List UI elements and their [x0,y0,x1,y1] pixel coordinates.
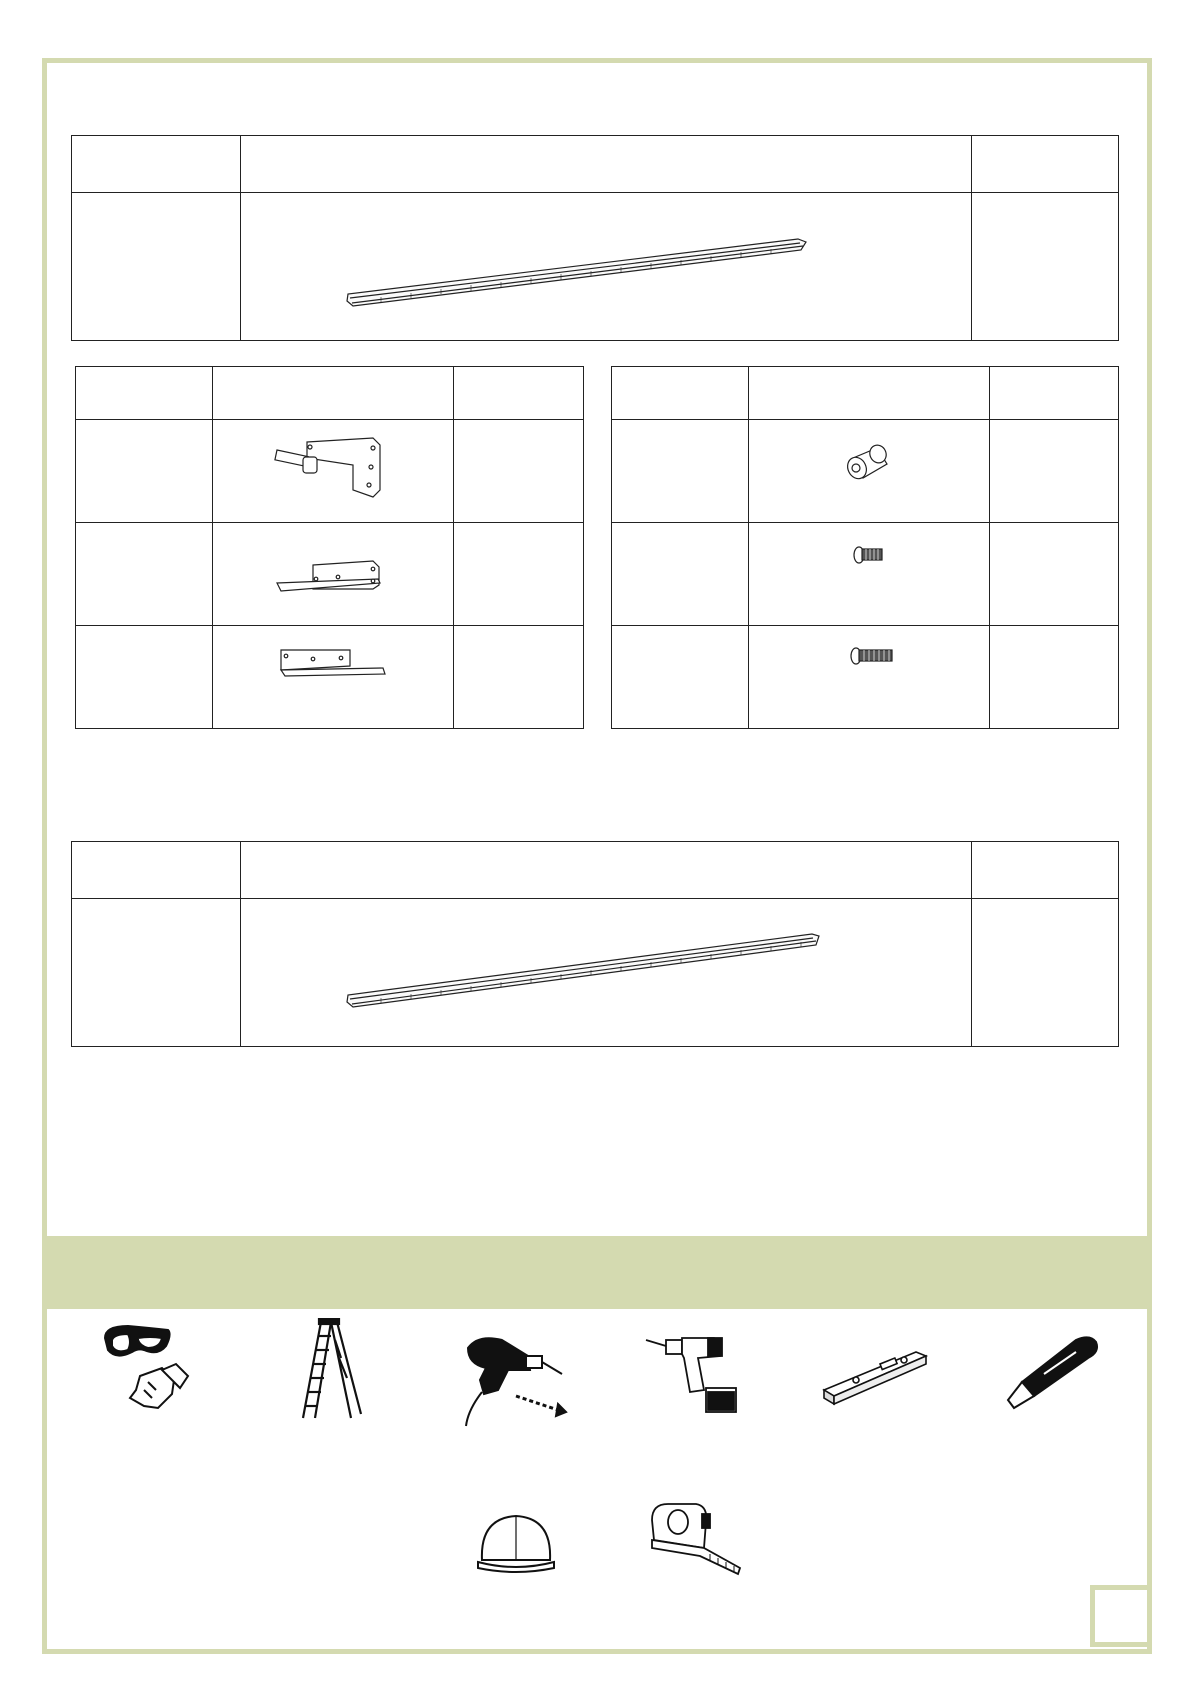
header-qty [972,842,1119,899]
right-parts-table [611,366,1119,729]
qty-cell [454,523,584,626]
header-description [213,367,454,420]
qty-cell [990,626,1119,729]
qty-cell [990,523,1119,626]
spirit-level-icon [820,1340,930,1410]
header-description [241,136,972,193]
hard-hat-icon [476,1512,556,1574]
part-id-cell [72,899,241,1047]
qty-cell [972,193,1119,341]
part-id-cell [612,626,749,729]
part-image-cell [213,523,454,626]
header-description [749,367,990,420]
part-id-cell [612,420,749,523]
tape-measure-icon [644,1500,744,1580]
flat-bracket-left-image [213,626,454,728]
long-screw-image [749,626,990,728]
bracket-with-shaft-image [213,420,454,522]
header-part-id [72,136,241,193]
qty-cell [972,899,1119,1047]
qty-cell [990,420,1119,523]
part-image-cell [213,420,454,523]
header-qty [990,367,1119,420]
electric-drill-icon [458,1330,568,1430]
header-qty [972,136,1119,193]
part-id-cell [612,523,749,626]
top-rail-table [71,135,1119,341]
part-image-cell [749,523,990,626]
header-part-id [72,842,241,899]
qty-cell [454,420,584,523]
part-image-cell [241,193,972,341]
tools-header-bar [42,1236,1152,1309]
page-number-box [1090,1585,1152,1647]
header-qty [454,367,584,420]
left-parts-table [75,366,584,729]
part-image-cell [213,626,454,729]
part-id-cell [76,420,213,523]
part-id-cell [76,626,213,729]
header-part-id [76,367,213,420]
bottom-rail-table [71,841,1119,1047]
header-description [241,842,972,899]
part-id-cell [76,523,213,626]
header-part-id [612,367,749,420]
qty-cell [454,626,584,729]
goggles-gloves-icon [100,1320,200,1420]
short-screw-image [749,523,990,625]
part-id-cell [72,193,241,341]
part-image-cell [749,420,990,523]
flat-bracket-right-image [213,523,454,625]
utility-knife-icon [1004,1330,1104,1410]
ladder-icon [295,1318,365,1422]
cordless-drill-icon [644,1330,740,1420]
long-rail-image [241,899,972,1046]
long-rail-image [241,193,972,340]
part-image-cell [241,899,972,1047]
part-image-cell [749,626,990,729]
spacer-bushing-image [749,420,990,522]
